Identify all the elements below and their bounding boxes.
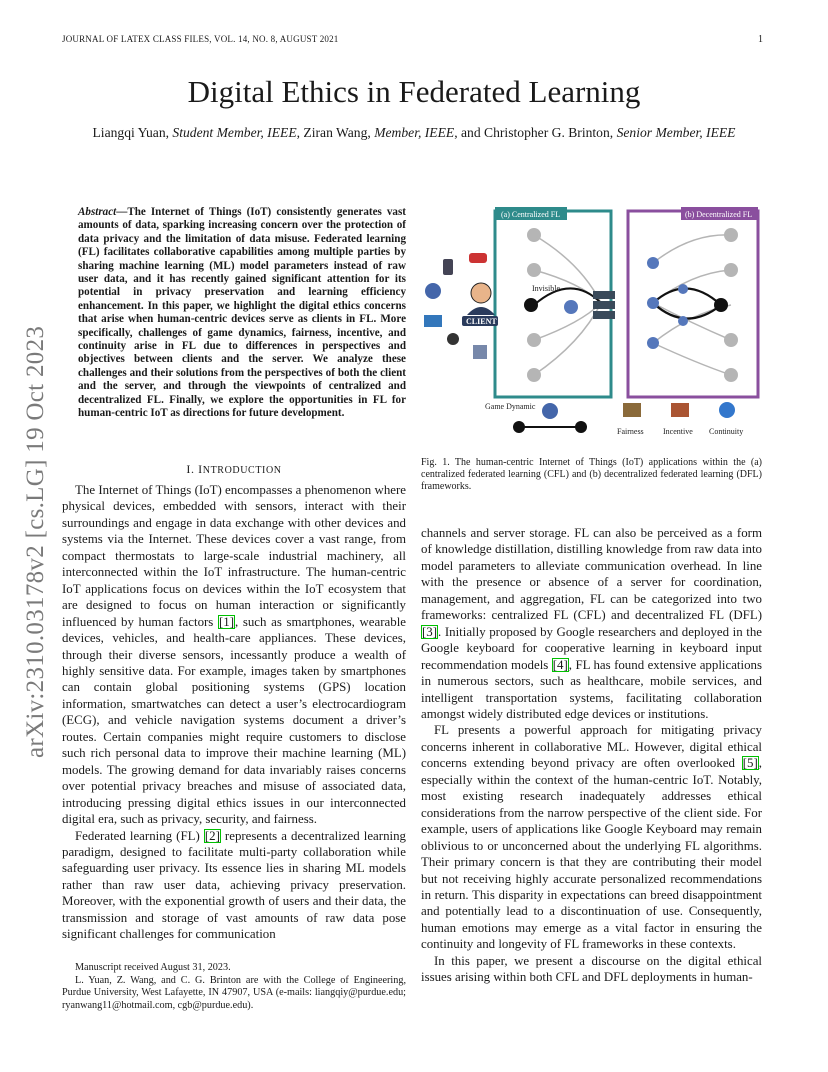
client-avatar-icon — [467, 283, 495, 315]
citation-link[interactable]: [5] — [742, 756, 758, 771]
model-icon — [564, 300, 578, 314]
decentralized-active-links — [653, 288, 721, 318]
game-dynamic-label: Game Dynamic — [485, 402, 536, 411]
paragraph: The Internet of Things (IoT) encompasses a phenomenon where physical devices, embedded with sensors, interact with their surroundings and engage in data exchange with other devices and systems via the Internet. These devices cover a vast range, from compact thermostats to large-scale industrial machinery, all interconnected within the IoT infrastructure. The human-centric IoT applications focus on devices within the IoT ecosystem that are designed to focus on human interaction or significantly influenced by human factors [1], such as smartphones, wearable devices, vehicles, and health-care appliances. These devices, through their diverse sensors, incessantly produce a wealth of highly sensitive data. For example, images taken by smartphones can contain global positioning systems (GPS) location information, smartwatches can detect a user’s electrocardiogram (ECG), and vehicle navigation systems document a driver’s routes. Certain companies might require customers to disclose such rich personal data to improve their machine learning (ML) models. The growing demand for data invariably raises concerns over potential privacy breaches and misuse of associated data, introducing pressing digital ethics issues in our interconnected digital era, such as privacy, security, and fairness. — [62, 483, 406, 827]
body-right-column — [421, 525, 762, 986]
continuity-icon — [719, 402, 735, 418]
incentive-icon — [671, 403, 689, 417]
citation-link[interactable]: [3] — [422, 624, 438, 639]
abstract — [78, 206, 406, 421]
author-name: Liangqi Yuan, — [92, 125, 173, 140]
citation-link[interactable]: [4] — [552, 657, 568, 672]
footnote-line: L. Yuan, Z. Wang, and C. G. Brinton are with the College of Engineering, Purdue University, West Lafayette, IN 47907, USA (e-mails: liangqiy@purdue.edu; ryanwang11@hotmail.com, cgb@purdue.edu). — [62, 974, 406, 1011]
author-name: , and Christopher G. Brinton, — [454, 125, 617, 140]
section-heading: I. INTRODUCTION — [186, 462, 282, 476]
centralized-client-nodes — [524, 228, 541, 382]
body-left-column — [62, 482, 406, 943]
arxiv-identifier[interactable]: arXiv:2310.03178v2 [cs.LG] 19 Oct 2023 — [22, 325, 49, 758]
decentralized-panel-label: (b) Decentralized FL — [685, 210, 753, 219]
author-list — [80, 123, 748, 142]
abstract-lead: Abstract — [78, 206, 117, 218]
server-icon — [593, 291, 615, 319]
fairness-label: Fairness — [617, 427, 644, 436]
citation-link[interactable]: [1] — [218, 614, 234, 629]
decentralized-client-nodes — [714, 228, 738, 382]
centralized-panel-label: (a) Centralized FL — [501, 210, 561, 219]
incentive-label: Incentive — [663, 427, 693, 436]
figure-1 — [421, 203, 763, 443]
abstract-text: —The Internet of Things (IoT) consistently generates vast amounts of data, sparking increasing concern over the protection of data privacy and the limitation of data misuse. Federated learning (FL) facilitates collaborative capabilities among multiple parties by sharing machine learning (ML) model parameters instead of raw user data, and it has recently gained significant attention for its potential in privacy preservation and learning efficiency enhancement. In this paper, we highlight the digital ethics concerns that arise when human-centric devices serve as clients in FL. More specifically, challenges of game dynamics, fairness, incentive, and continuity arise in FL due to differences in perspectives and objectives between clients and the server. We analyze these challenges and their solutions from the perspectives of both the client and the server, and through the viewpoints of centralized and decentralized FL. Finally, we explore the opportunities in FL for human-centric IoT as directions for future development. — [78, 206, 406, 420]
smartwatch-icon — [443, 259, 453, 275]
citation-link[interactable]: [2] — [204, 828, 220, 843]
game-dynamic-icon — [542, 403, 558, 419]
game-node-right — [575, 421, 587, 433]
network-icon — [425, 283, 441, 299]
decentralized-model-icons — [647, 257, 688, 349]
footnote — [62, 962, 406, 1012]
continuity-label: Continuity — [709, 427, 744, 436]
car-icon — [469, 253, 487, 263]
paragraph: In this paper, we present a discourse on the digital ethical issues arising within both CFL and DFL deployments in human- — [421, 953, 762, 985]
footnote-line: Manuscript received August 31, 2023. — [75, 962, 231, 973]
invisible-label: Invisible — [532, 284, 560, 293]
hospital-icon — [473, 345, 487, 359]
running-head: JOURNAL OF LATEX CLASS FILES, VOL. 14, NO. 8, AUGUST 2021 — [62, 34, 339, 44]
fairness-icon — [623, 403, 641, 417]
laptop-icon — [424, 315, 442, 327]
paragraph: Federated learning (FL) [2] represents a decentralized learning paradigm, designed to facilitate multi-party collaboration while safeguarding user privacy. Its essence lies in sharing ML models rather than raw user data, achieving privacy preservation. Moreover, with the exponential growth of users and their data, the transmission and storage of vast amounts of raw data pose significant challenges for communication — [62, 828, 406, 942]
author-role: Student Member, IEEE — [172, 125, 297, 140]
paragraph: channels and server storage. FL can also be perceived as a form of knowledge distillation, distilling knowledge from raw data into model parameters to alleviate communication overhead. In line with the presence or absence of a server for coordination, management, and aggregation, FL can be categorized into two frameworks: centralized FL (CFL) and decentralized FL (DFL) [3]. Initially proposed by Google researchers and deployed in the Google keyboard for cooperative learning in keyboard input recommendation models [4], FL has found extensive applications in numerous sectors, such as healthcare, mobile services, and intelligent transportation systems, facilitating collaboration amongst widely distributed edge devices or institutions. — [421, 526, 762, 721]
author-name: , Ziran Wang, — [296, 125, 375, 140]
author-role: Senior Member, IEEE — [616, 125, 736, 140]
paragraph: FL presents a powerful approach for mitigating privacy concerns inherent in collaborative ML. However, digital ethical concerns extending beyond privacy are often overlooked [5], especially within the context of the human-centric IoT. Notably, most existing research inadequately addresses ethical considerations from the narrow perspective of the client side. For example, users of applications like Google Keyboard may remain oblivious to or unconcerned about the underlying FL algorithms. Their primary concern is that they are contributing their model but not receiving highly accurate personalized recommendations in return. This disparity in expectations can breed disappointment and potentially lead to a discontinuation of use. Consequently, human emotions may emerge as a vital factor in ensuring the continuity and longevity of FL frameworks in these contexts. — [421, 723, 762, 952]
paper-title: Digital Ethics in Federated Learning — [187, 74, 641, 109]
client-label: CLIENT — [466, 317, 497, 326]
page-number: 1 — [758, 34, 763, 45]
figure-caption: Fig. 1. The human-centric Internet of Things (IoT) applications within the (a) centralized federated learning (CFL) and (b) decentralized federated learning (DFL) frameworks. — [421, 457, 762, 493]
author-role: Member, IEEE — [374, 125, 455, 140]
glasses-icon — [447, 333, 459, 345]
game-node-left — [513, 421, 525, 433]
